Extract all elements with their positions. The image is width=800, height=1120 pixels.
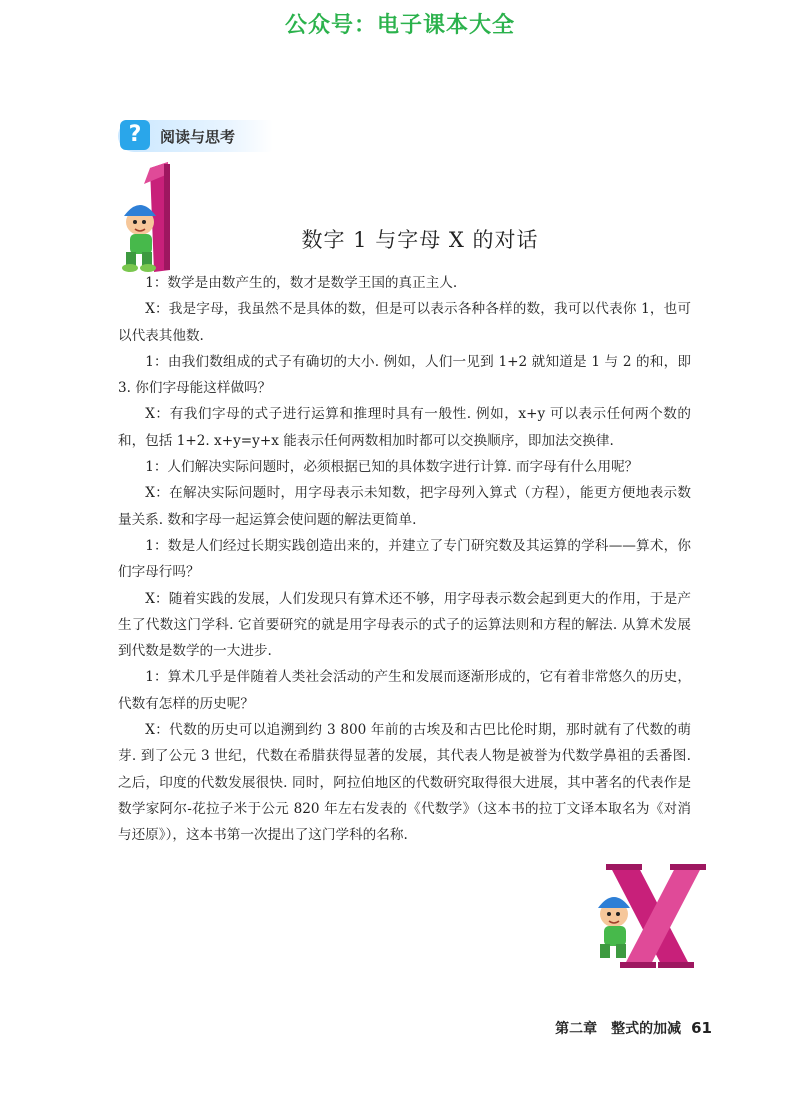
paragraph: 1：算术几乎是伴随着人类社会活动的产生和发展而逐渐形成的，它有着非常悠久的历史，代数有怎样的历史呢？ bbox=[118, 669, 691, 712]
article-body bbox=[118, 270, 691, 849]
watermark-text: 公众号：电子课本大全 bbox=[284, 13, 515, 38]
letter-x-illustration bbox=[580, 862, 710, 972]
page-footer bbox=[555, 1018, 712, 1038]
article-title: 数字 1 与字母 X 的对话 bbox=[301, 228, 539, 252]
paragraph: X：我是字母，我虽然不是具体的数，但是可以表示各种各样的数，我可以代表你 1，也可以代表其他数. bbox=[118, 301, 691, 344]
page-number: 61 bbox=[691, 1019, 712, 1037]
paragraph: 1：由我们数组成的式子有确切的大小. 例如，人们一见到 1+2 就知道是 1 与 2 的和，即 3. 你们字母能这样做吗？ bbox=[118, 353, 691, 397]
chapter-label: 第二章 整式的加减 bbox=[555, 1021, 682, 1037]
paragraph: 1：数学是由数产生的，数才是数学王国的真正主人. bbox=[145, 275, 458, 291]
digit-one-illustration bbox=[110, 160, 190, 275]
paragraph: X：在解决实际问题时，用字母表示未知数，把字母列入算式（方程），能更方便地表示数量关系. 数和字母一起运算会使问题的解法更简单. bbox=[118, 485, 691, 528]
paragraph: 1：数是人们经过长期实践创造出来的，并建立了专门研究数及其运算的学科——算术，你们字母行吗？ bbox=[118, 537, 691, 581]
section-tag bbox=[118, 120, 273, 152]
question-icon: ? bbox=[120, 120, 150, 150]
section-tag-label: 阅读与思考 bbox=[160, 128, 236, 146]
paragraph: 1：人们解决实际问题时，必须根据已知的具体数字进行计算. 而字母有什么用呢？ bbox=[145, 459, 639, 476]
paragraph: X：有我们字母的式子进行运算和推理时具有一般性. 例如，x+y 可以表示任何两个数的和，包括 1+2. x+y=y+x 能表示任何两数相加时都可以交换顺序，即加法交换律. bbox=[118, 406, 691, 449]
paragraph: X：随着实践的发展，人们发现只有算术还不够，用字母表示数会起到更大的作用，于是产生了代数这门学科. 它首要研究的就是用字母表示的式子的运算法则和方程的解法. 从算术发展到代数是数学的一大进步. bbox=[118, 590, 691, 660]
paragraph: X：代数的历史可以追溯到约 3 800 年前的古埃及和古巴比伦时期，那时就有了代数的萌芽. 到了公元 3 世纪，代数在希腊获得显著的发展，其代表人物是被誉为代数学鼻祖的丢番图. 之后，印度的代数发展很快. 同时，阿拉伯地区的代数研究取得很大进展，其中著名的代表作是数学家阿尔-花拉子米于公元 820 年左右发表的《代数学》（这本书的拉丁文译本取名为《对消与还原》），这本书第一次提出了这门学科的名称. bbox=[118, 722, 691, 844]
